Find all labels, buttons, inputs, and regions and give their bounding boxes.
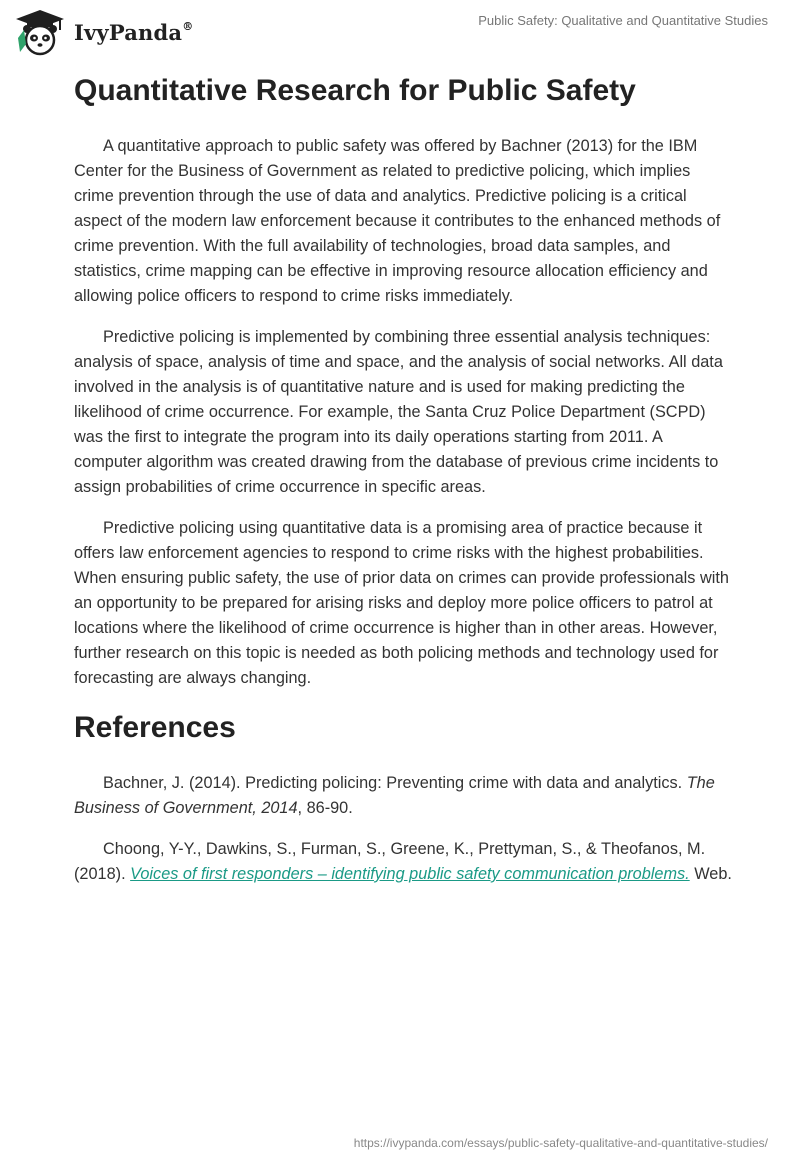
panda-graduate-icon: [14, 8, 66, 56]
article-content: [74, 72, 734, 903]
page-header: [0, 0, 800, 60]
footer-url: https://ivypanda.com/essays/public-safety-qualitative-and-quantitative-studies/: [353, 1136, 768, 1150]
reference-item-1: Bachner, J. (2014). Predicting policing: Preventing crime with data and analytics. The Business of Government, 2014, 86-90.: [74, 774, 715, 817]
running-title: Public Safety: Qualitative and Quantitative Studies: [478, 13, 768, 28]
ivypanda-logo[interactable]: [14, 8, 193, 56]
page-title: Quantitative Research for Public Safety: [74, 74, 636, 107]
paragraph-2: Predictive policing is implemented by combining three essential analysis techniques: analysis of space, analysis of time and space, and the analysis of social networks. All data involved in the analysis is of quantitative nature and is used for making predicting the likelihood of crime occurrence. For example, the Santa Cruz Police Department (SCPD) was the first to integrate the program into its daily operations starting from 2011. A computer algorithm was created drawing from the database of previous crime incidents to assign probabilities of crime occurrence in specific areas.: [74, 328, 723, 496]
journal-title: The Business of Government, 2014: [74, 774, 715, 817]
reference-item-2: Choong, Y-Y., Dawkins, S., Furman, S., Greene, K., Prettyman, S., & Theofanos, M. (2018). Voices of first responders – identifying public safety communication problems. Web.: [74, 840, 732, 883]
paragraph-3: Predictive policing using quantitative data is a promising area of practice because it offers law enforcement agencies to respond to crime risks with the highest probabilities. When ensuring public safety, the use of prior data on crimes can provide professionals with an opportunity to be prepared for arising risks and deploy more police officers to patrol at locations where the likelihood of crime occurrence is higher than in other areas. However, further research on this topic is needed as both policing methods and technology used for forecasting are always changing.: [74, 519, 729, 687]
paragraph-1: A quantitative approach to public safety was offered by Bachner (2013) for the IBM Center for the Business of Government as related to predictive policing, which implies crime prevention through the use of data and analytics. Predictive policing is a critical aspect of the modern law enforcement because it contributes to the enhanced methods of crime prevention. With the full availability of technologies, broad data samples, and statistics, crime mapping can be effective in improving resource allocation efficiency and allowing police officers to respond to crime risks immediately.: [74, 137, 721, 305]
references-heading: References: [74, 711, 236, 744]
brand-name: IvyPanda®: [74, 19, 194, 45]
reference-link[interactable]: Voices of first responders – identifying public safety communication problems.: [130, 865, 690, 883]
